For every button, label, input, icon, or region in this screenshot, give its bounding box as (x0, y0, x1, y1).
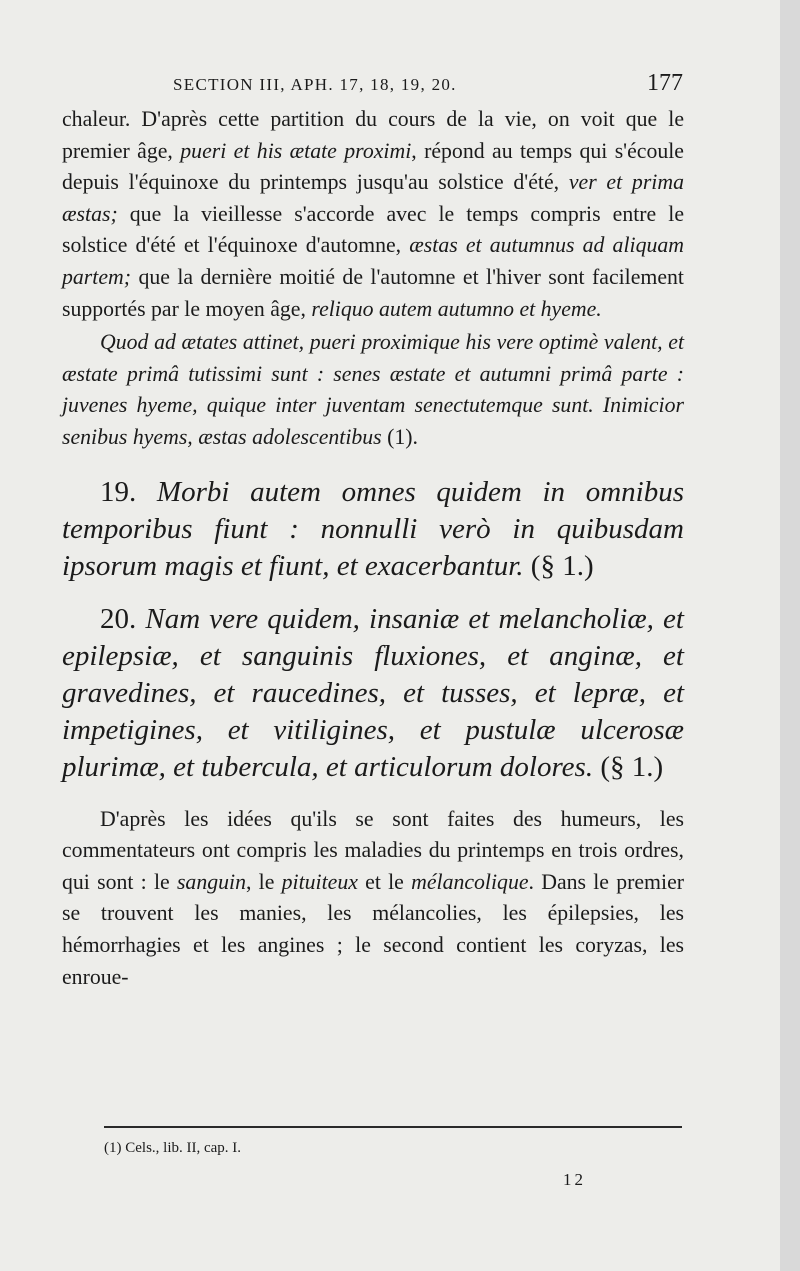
page-number: 177 (647, 70, 683, 96)
paragraph-commentary-1: chaleur. D'après cette partition du cours de la vie, on voit que le premier âge, pueri et his ætate proximi, répond au temps qui s'écoule depuis l'équinoxe du printemps jusqu'au solstice d'été, ver et prima æstas; que la vieillesse s'accorde avec le temps compris entre le solstice d'été et l'équinoxe d'automne, æstas et autumnus ad aliquam partem; que la dernière moitié de l'automne et l'hiver sont facilement supportés par le moyen âge, reliquo autem autumno et hyeme. (62, 107, 685, 321)
latin-quote: pueri et his ætate proximi (180, 138, 412, 163)
aphorism-20 (62, 601, 684, 786)
signature-mark: 12 (563, 1170, 586, 1189)
footnote: (1) Cels., lib. II, cap. I. (104, 1140, 242, 1156)
aphorism-number: 20. (100, 602, 137, 635)
aphorism-number: 19. (100, 475, 137, 508)
footnote-reference: (1). (381, 424, 418, 449)
section-heading: SECTION III, APH. 17, 18, 19, 20. (173, 75, 457, 94)
aphorism-text: Nam vere quidem, insaniæ et melancholiæ, et epilepsiæ, et sanguinis fluxiones, et anginæ, et gravedines, et raucedines, et tusses, et lepræ, et impetigines, et vitiligines, et pustulæ ulcerosæ plurimæ, et tubercula, et articulorum dolores. (62, 602, 684, 783)
latin-quote: reliquo autem autumno et hyeme. (311, 296, 602, 321)
paragraph-celsus-quote: Quod ad ætates attinet, pueri proximique his vere optimè valent, et æstate primâ tutissimi sunt : senes æstate et autumni primâ parte : juvenes hyeme, quique inter juventam senectutemque sunt. Inimicior senibus hyems, æstas adolescentibus (1). (62, 330, 684, 449)
section-reference: (§ 1.) (593, 750, 664, 783)
body-text (62, 104, 684, 993)
aphorism-19 (62, 474, 684, 585)
aphorism-text: Morbi autem omnes quidem in omnibus temporibus fiunt : nonnulli verò in quibusdam ipsorum magis et fiunt, et exacerbantur. (62, 475, 684, 582)
paragraph-commentary-2: D'après les idées qu'ils se sont faites des humeurs, les commentateurs ont compris les maladies du printemps en trois ordres, qui sont : le sanguin, le pituiteux et le mélancolique. Dans le premier se trouvent les manies, les mélancolies, les épilepsies, les hémorrhagies et les angines ; le second contient les coryzas, les enroue- (62, 806, 684, 989)
latin-quote: ver et prima æstas; (62, 170, 684, 226)
footnote-rule (104, 1126, 682, 1128)
running-header (173, 70, 683, 97)
section-reference: (§ 1.) (523, 549, 594, 582)
latin-quote: æstas et autumnus ad aliquam partem; (62, 233, 685, 289)
